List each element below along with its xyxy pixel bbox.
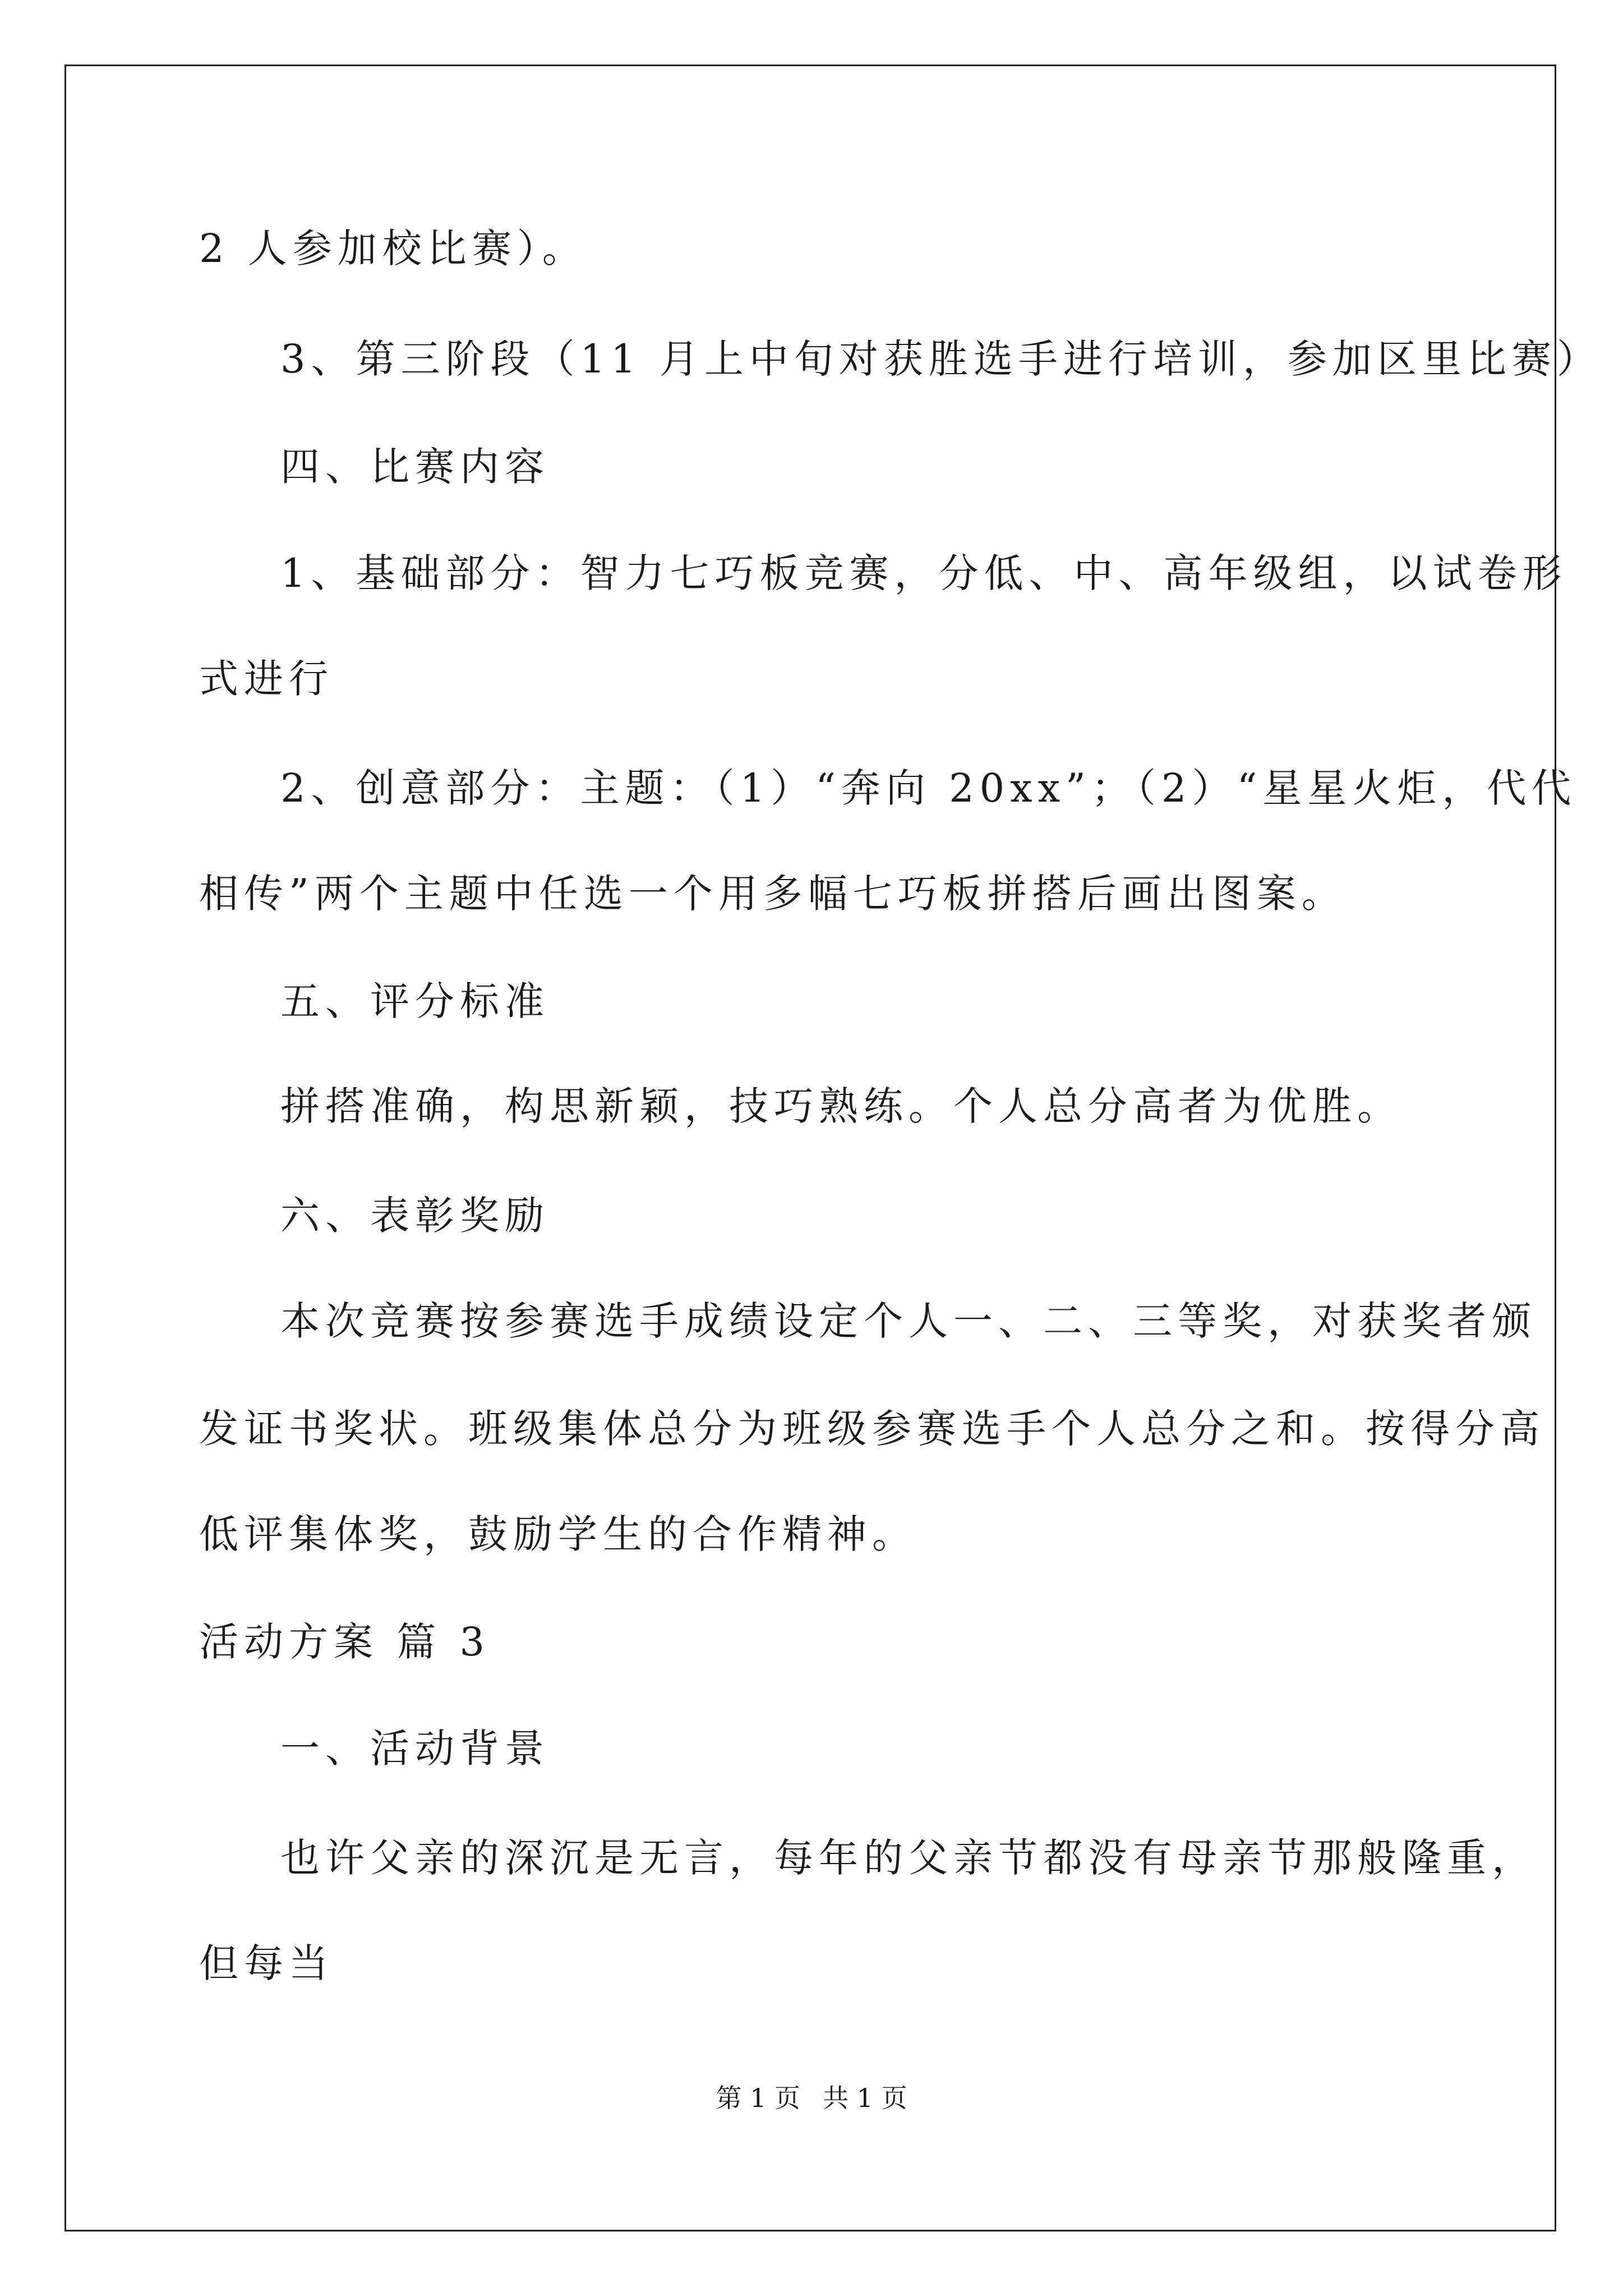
text-line: 也许父亲的深沉是无言，每年的父亲节都没有母亲节那般隆重， [280, 1835, 1537, 1881]
text-line: 但每当 [199, 1940, 334, 1986]
section-heading: 四、比赛内容 [280, 444, 550, 490]
page-footer [0, 2081, 1623, 2115]
text-line: 相传”两个主题中任选一个用多幅七巧板拼搭后画出图案。 [199, 871, 1347, 917]
text-line: 式进行 [199, 656, 334, 702]
section-heading: 一、活动背景 [280, 1726, 550, 1772]
text-line: 1、基础部分：智力七巧板竞赛，分低、中、高年级组，以试卷形 [280, 550, 1567, 596]
page-border [64, 65, 1556, 2231]
text-line: 发证书奖状。班级集体总分为班级参赛选手个人总分之和。按得分高 [199, 1406, 1545, 1452]
page-number: 第 1 页 [716, 2083, 800, 2113]
section-heading: 六、表彰奖励 [280, 1193, 550, 1239]
text-line: 3、第三阶段（11 月上中旬对获胜选手进行培训，参加区里比赛） [280, 336, 1602, 382]
text-line: 2 人参加校比赛）。 [199, 226, 587, 272]
page-total: 共 1 页 [823, 2083, 907, 2113]
text-line: 低评集体奖，鼓励学生的合作精神。 [199, 1511, 917, 1557]
text-line: 2、创意部分：主题：（1）“奔向 20xx”；（2）“星星火炬，代代 [280, 765, 1577, 811]
text-line: 本次竞赛按参赛选手成绩设定个人一、二、三等奖，对获奖者颁 [280, 1298, 1537, 1344]
article-title: 活动方案 篇 3 [199, 1619, 491, 1665]
text-line: 拼搭准确，构思新颖，技巧熟练。个人总分高者为优胜。 [280, 1083, 1402, 1129]
section-heading: 五、评分标准 [280, 978, 550, 1024]
